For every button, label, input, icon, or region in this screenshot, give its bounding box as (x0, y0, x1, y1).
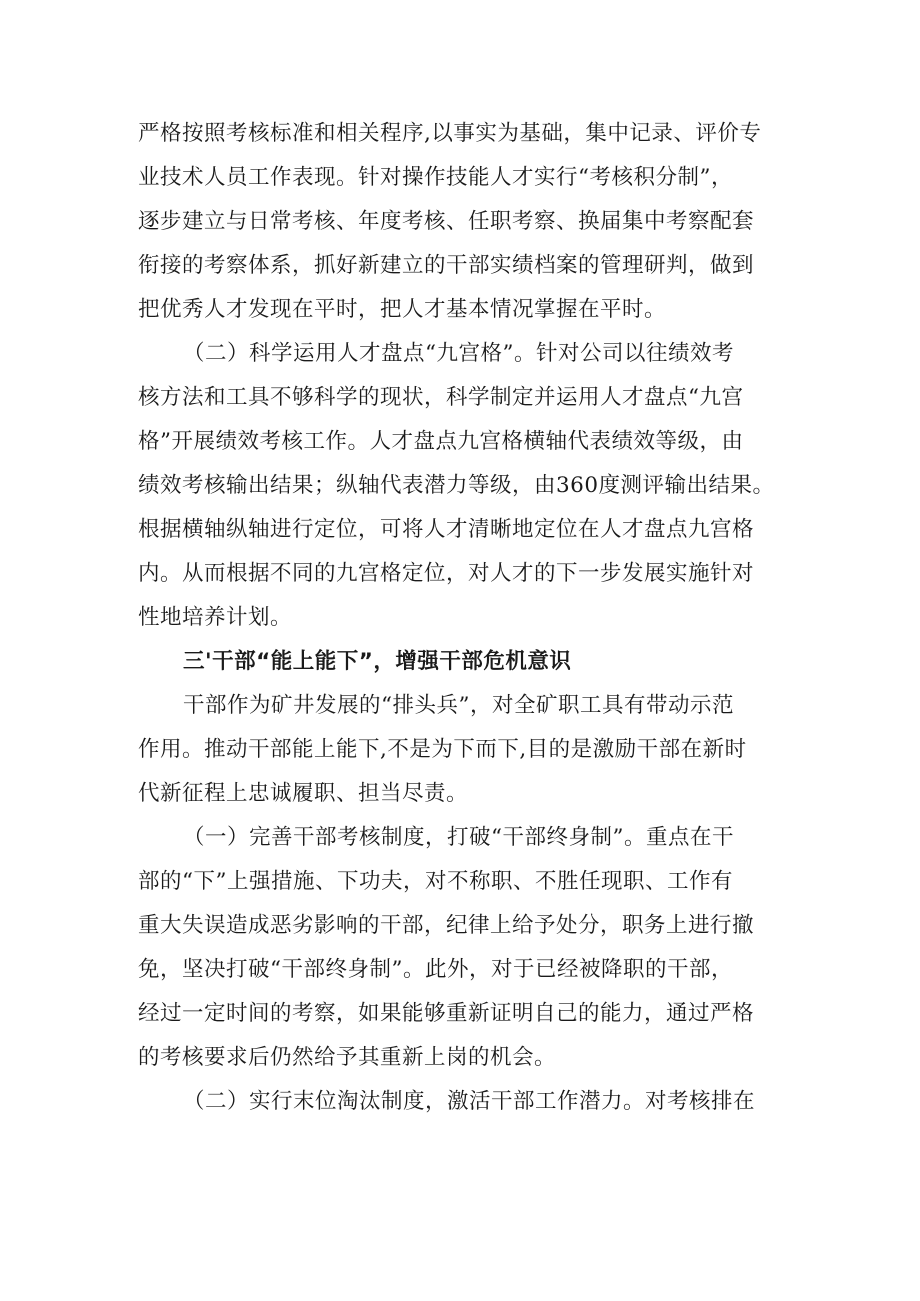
paragraph-line: 干部作为矿井发展的“排头兵”，对全矿职工具有带动示范 (183, 693, 734, 718)
paragraph-line: 根据横轴纵轴进行定位，可将人才清晰地定位在人才盘点九宫格 (138, 517, 755, 542)
paragraph-line: 衔接的考察体系，抓好新建立的干部实绩档案的管理研判，做到 (138, 253, 755, 278)
paragraph-line: 核方法和工具不够科学的现状，科学制定并运用人才盘点“九宫 (138, 385, 744, 410)
paragraph-line: （二）科学运用人才盘点“九宫格”。针对公司以往绩效考 (183, 341, 734, 366)
section-heading: 三'干部“能上能下”，增强干部危机意识 (183, 649, 572, 674)
paragraph-line: 逐步建立与日常考核、年度考核、任职考察、换届集中考察配套 (138, 209, 755, 234)
paragraph-line: 重大失误造成恶劣影响的干部，纪律上给予处分，职务上进行撤 (138, 913, 755, 938)
paragraph-line: 绩效考核输出结果；纵轴代表潜力等级，由360度测评输出结果。 (138, 473, 775, 498)
paragraph-line: 部的“下”上强措施、下功夫，对不称职、不胜任现职、工作有 (138, 869, 733, 894)
paragraph-line: 业技术人员工作表现。针对操作技能人才实行“考核积分制”， (138, 165, 733, 190)
paragraph-line: 内。从而根据不同的九宫格定位，对人才的下一步发展实施针对 (138, 561, 755, 586)
paragraph-line: 作用。推动干部能上能下,不是为下而下,目的是激励干部在新时 (138, 737, 747, 762)
paragraph-line: 经过一定时间的考察，如果能够重新证明自己的能力，通过严格 (138, 1001, 755, 1026)
paragraph-line: （二）实行末位淘汰制度，激活干部工作潜力。对考核排在 (183, 1089, 756, 1114)
paragraph-line: 把优秀人才发现在平时，把人才基本情况掌握在平时。 (138, 297, 667, 322)
paragraph-line: 免，坚决打破“干部终身制”。此外，对于已经被降职的干部， (138, 957, 733, 982)
paragraph-line: 格”开展绩效考核工作。人才盘点九宫格横轴代表绩效等级，由 (138, 429, 744, 454)
paragraph-line: 性地培养计划。 (138, 605, 293, 630)
paragraph-line: 代新征程上忠诚履职、担当尽责。 (138, 781, 469, 806)
paragraph-line: （一）完善干部考核制度，打破“干部终身制”。重点在干 (183, 825, 734, 850)
paragraph-line: 的考核要求后仍然给予其重新上岗的机会。 (138, 1045, 557, 1070)
paragraph-line: 严格按照考核标准和相关程序,以事实为基础，集中记录、评价专 (138, 121, 762, 146)
